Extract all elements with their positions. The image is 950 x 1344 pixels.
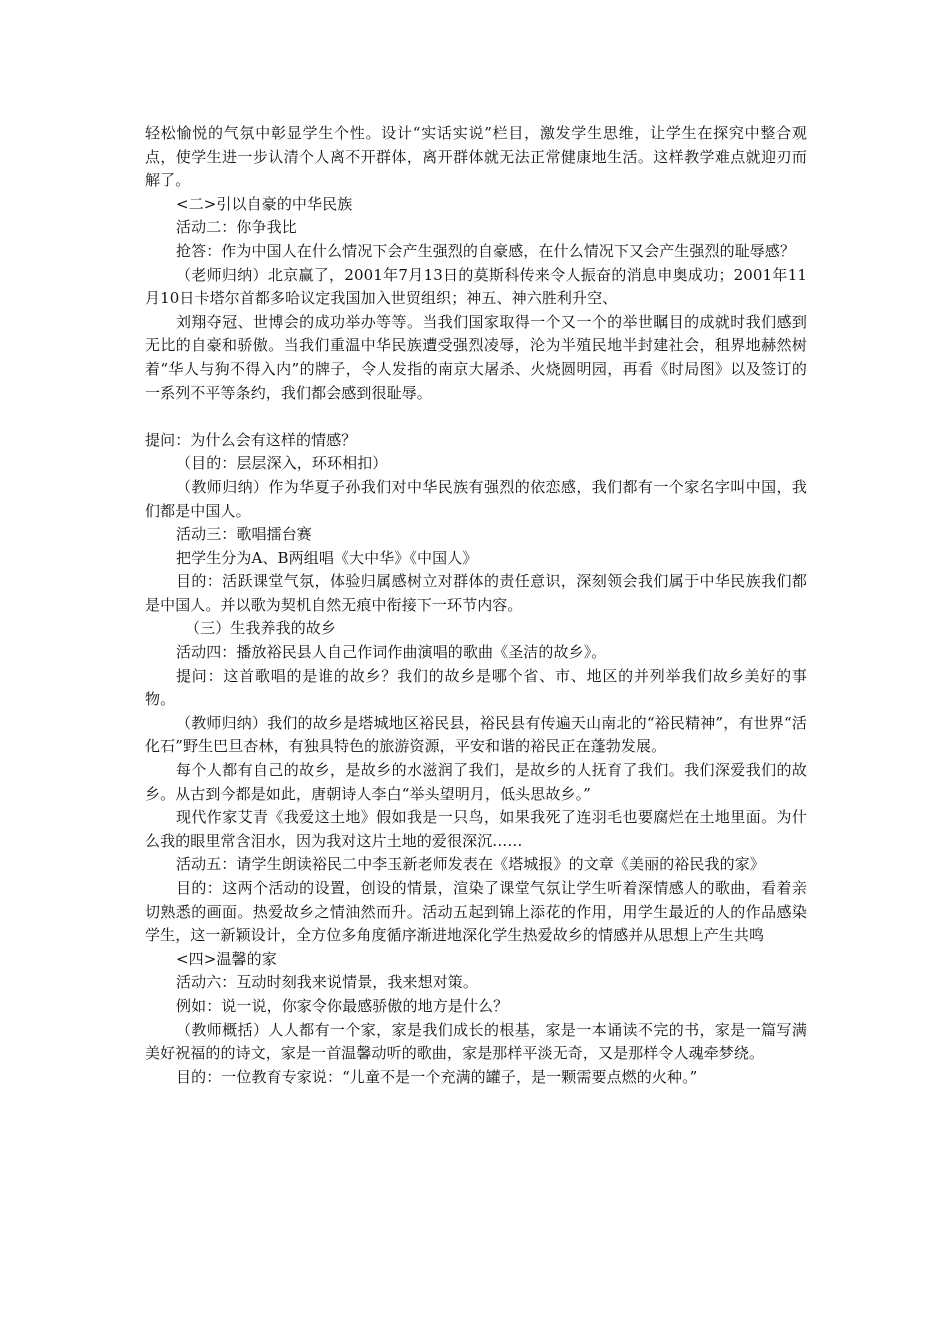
activity-six-purpose: 目的：一位教育专家说：“儿童不是一个充满的罐子，是一颗需要点燃的火种。” <box>176 1067 698 1086</box>
activity-three-groups: 把学生分为A、B两组唱《大中华》《中国人》 <box>176 548 478 567</box>
activity-six-example: 例如：说一说，你家令你最感骄傲的地方是什么？ <box>176 996 509 1015</box>
question-why-feelings: 提问：为什么会有这样的情感？ <box>145 430 357 449</box>
blank-line <box>145 405 807 429</box>
paragraph-intro: 轻松愉悦的气氛中彰显学生个性。设计“实话实说”栏目，激发学生思维，让学生在探究中整合观点，使学生进一步认清个人离不开群体，离开群体就无法正常健康地生活。这样教学难点就迎刃而解了。 <box>145 124 807 190</box>
activity-three-title: 活动三：歌唱擂台赛 <box>176 525 312 544</box>
paragraph-ai-qing-poem: 现代作家艾青《我爱这土地》假如我是一只鸟，如果我死了连羽毛也要腐烂在土地里面。为什么我的眼里常含泪水，因为我对这片土地的爱很深沉…… <box>145 808 807 850</box>
teacher-summary-achievements: （老师归纳）北京赢了，2001年7月13日的莫斯科传来令人振奋的消息申奥成功；2001年11月10日卡塔尔首都多哈议定我国加入世贸组织；神五、神六胜利升空、 <box>145 265 807 308</box>
teacher-summary-attachment: （教师归纳）作为华夏子孙我们对中华民族有强烈的依恋感，我们都有一个家名字叫中国，我们都是中国人。 <box>145 477 807 520</box>
paragraph-pride-and-shame: 刘翔夺冠、世博会的成功举办等等。当我们国家取得一个又一个的举世瞩目的成就时我们感到无比的自豪和骄傲。当我们重温中华民族遭受强烈凌辱，沦为半殖民地半封建社会，租界地赫然树着“华人与狗不得入内”的牌子，令人发指的南京大屠杀、火烧圆明园，再看《时局图》以及签订的一系列不平等条约，我们都会感到很耻辱。 <box>145 312 807 402</box>
activity-six-title: 活动六：互动时刻我来说情景，我来想对策。 <box>176 973 479 992</box>
activity-three-purpose: 目的：活跃课堂气氛，体验归属感树立对群体的责任意识，深刻领会我们属于中华民族我们都是中国人。并以歌为契机自然无痕中衔接下一环节内容。 <box>145 572 807 614</box>
document-body <box>145 122 807 1089</box>
teacher-summary-yumin: （教师归纳）我们的故乡是塔城地区裕民县，裕民县有传遍天山南北的“裕民精神”，有世界“活化石”野生巴旦杏林，有独具特色的旅游资源，平安和谐的裕民正在蓬勃发展。 <box>145 713 807 756</box>
purpose-note-layers: （目的：层层深入，环环相扣） <box>176 454 388 473</box>
teacher-summary-home: （教师概括）人人都有一个家，家是我们成长的根基，家是一本诵读不完的书，家是一篇写满美好祝福的的诗文，家是一首温馨动听的歌曲，家是那样平淡无奇，又是那样令人魂牵梦绕。 <box>145 1020 807 1063</box>
section-heading-hometown: （三）生我养我的故乡 <box>185 619 337 638</box>
activity-four-title: 活动四：播放裕民县人自己作词作曲演唱的歌曲《圣洁的故乡》。 <box>176 643 607 662</box>
activity-two-title: 活动二：你争我比 <box>176 218 297 237</box>
section-heading-warm-home: <四>温馨的家 <box>176 949 277 968</box>
activity-four-question: 提问：这首歌唱的是谁的故乡？我们的故乡是哪个省、市、地区的并列举我们故乡美好的事物。 <box>145 666 807 709</box>
paragraph-everyone-hometown: 每个人都有自己的故乡，是故乡的水滋润了我们，是故乡的人抚育了我们。我们深爱我们的故乡。从古到今都是如此，唐朝诗人李白“举头望明月，低头思故乡。” <box>145 761 807 803</box>
quick-answer-question: 抢答：作为中国人在什么情况下会产生强烈的自豪感，在什么情况下又会产生强烈的耻辱感？ <box>176 241 796 260</box>
activity-five-purpose: 目的：这两个活动的设置，创设的情景，渲染了课堂气氛让学生听着深情感人的歌曲，看着亲切熟悉的画面。热爱故乡之情油然而升。活动五起到锦上添花的作用，用学生最近的人的作品感染学生，这一新颖设计，全方位多角度循序渐进地深化学生热爱故乡的情感并从思想上产生共鸣 <box>145 879 807 945</box>
activity-five-title: 活动五：请学生朗读裕民二中李玉新老师发表在《塔城报》的文章《美丽的裕民我的家》 <box>176 855 765 874</box>
section-heading-chinese-nation: <二>引以自豪的中华民族 <box>176 194 353 213</box>
